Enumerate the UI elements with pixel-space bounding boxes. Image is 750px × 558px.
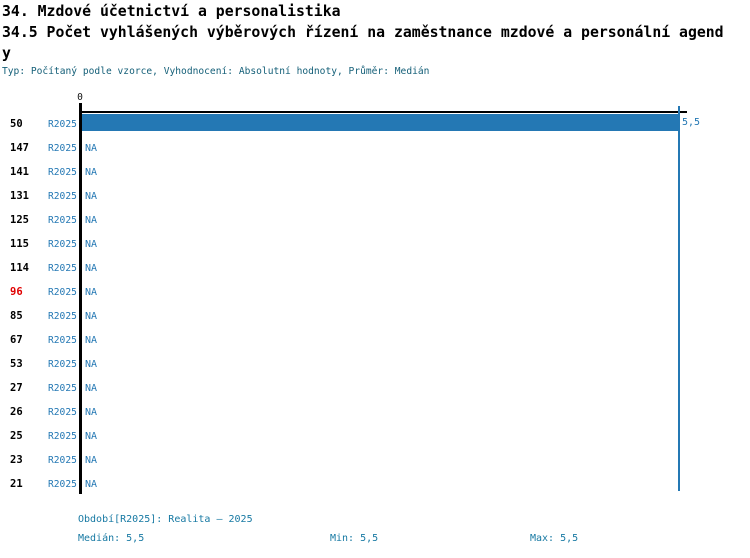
table-row xyxy=(0,328,750,352)
row-subject-id: 141 xyxy=(10,166,29,178)
table-row xyxy=(0,232,750,256)
row-subject-id: 26 xyxy=(10,406,23,418)
row-period-label: R2025 xyxy=(48,167,77,178)
row-period-label: R2025 xyxy=(48,479,77,490)
table-row xyxy=(0,208,750,232)
table-row xyxy=(0,280,750,304)
row-na-value: NA xyxy=(85,383,98,394)
row-na-value: NA xyxy=(85,215,98,226)
table-row xyxy=(0,352,750,376)
table-row xyxy=(0,424,750,448)
row-subject-id: 115 xyxy=(10,238,29,250)
row-period-label: R2025 xyxy=(48,407,77,418)
table-row xyxy=(0,160,750,184)
row-na-value: NA xyxy=(85,167,98,178)
row-subject-id: 53 xyxy=(10,358,23,370)
row-na-value: NA xyxy=(85,287,98,298)
row-subject-id: 23 xyxy=(10,454,23,466)
footer-median-stat: Medián: 5,5 xyxy=(78,533,145,544)
row-na-value: NA xyxy=(85,455,98,466)
table-row xyxy=(0,136,750,160)
row-na-value: NA xyxy=(85,407,98,418)
row-na-value: NA xyxy=(85,239,98,250)
table-row xyxy=(0,472,750,496)
footer-min-stat: Min: 5,5 xyxy=(330,533,379,544)
row-na-value: NA xyxy=(85,479,98,490)
row-na-value: NA xyxy=(85,143,98,154)
table-row xyxy=(0,448,750,472)
row-subject-id: 67 xyxy=(10,334,23,346)
footer-period-label: Období[R2025]: Realita – 2025 xyxy=(78,514,253,525)
row-subject-id: 21 xyxy=(10,478,23,490)
value-bar xyxy=(82,114,679,131)
row-period-label: R2025 xyxy=(48,455,77,466)
row-subject-id: 125 xyxy=(10,214,29,226)
row-subject-id: 131 xyxy=(10,190,29,202)
table-row xyxy=(0,400,750,424)
table-row xyxy=(0,184,750,208)
chart-title: 34.5 Počet vyhlášených výběrových řízení na zaměstnance mzdové a personální agend xyxy=(2,24,724,41)
row-period-label: R2025 xyxy=(48,359,77,370)
row-subject-id: 50 xyxy=(10,118,23,130)
row-na-value: NA xyxy=(85,311,98,322)
x-axis-zero-tick-label: 0 xyxy=(77,92,83,103)
row-period-label: R2025 xyxy=(48,335,77,346)
row-period-label: R2025 xyxy=(48,239,77,250)
row-period-label: R2025 xyxy=(48,431,77,442)
row-subject-id: 96 xyxy=(10,286,23,298)
row-subject-id: 147 xyxy=(10,142,29,154)
table-row xyxy=(0,376,750,400)
table-row xyxy=(0,304,750,328)
row-period-label: R2025 xyxy=(48,215,77,226)
footer-max-stat: Max: 5,5 xyxy=(530,533,579,544)
table-row xyxy=(0,256,750,280)
page-title: 34. Mzdové účetnictví a personalistika xyxy=(2,3,341,20)
row-na-value: NA xyxy=(85,359,98,370)
row-na-value: NA xyxy=(85,263,98,274)
chart-title-wrap: y xyxy=(2,45,11,62)
row-subject-id: 25 xyxy=(10,430,23,442)
row-na-value: NA xyxy=(85,335,98,346)
row-na-value: NA xyxy=(85,431,98,442)
row-subject-id: 27 xyxy=(10,382,23,394)
chart-meta-line: Typ: Počítaný podle vzorce, Vyhodnocení: Absolutní hodnoty, Průměr: Medián xyxy=(2,66,430,77)
row-period-label: R2025 xyxy=(48,143,77,154)
table-row xyxy=(0,112,750,136)
row-period-label: R2025 xyxy=(48,311,77,322)
row-period-label: R2025 xyxy=(48,383,77,394)
row-period-label: R2025 xyxy=(48,119,77,130)
bar-value-label: 5,5 xyxy=(682,117,701,128)
row-period-label: R2025 xyxy=(48,287,77,298)
row-subject-id: 85 xyxy=(10,310,23,322)
row-subject-id: 114 xyxy=(10,262,29,274)
row-period-label: R2025 xyxy=(48,191,77,202)
row-na-value: NA xyxy=(85,191,98,202)
row-period-label: R2025 xyxy=(48,263,77,274)
